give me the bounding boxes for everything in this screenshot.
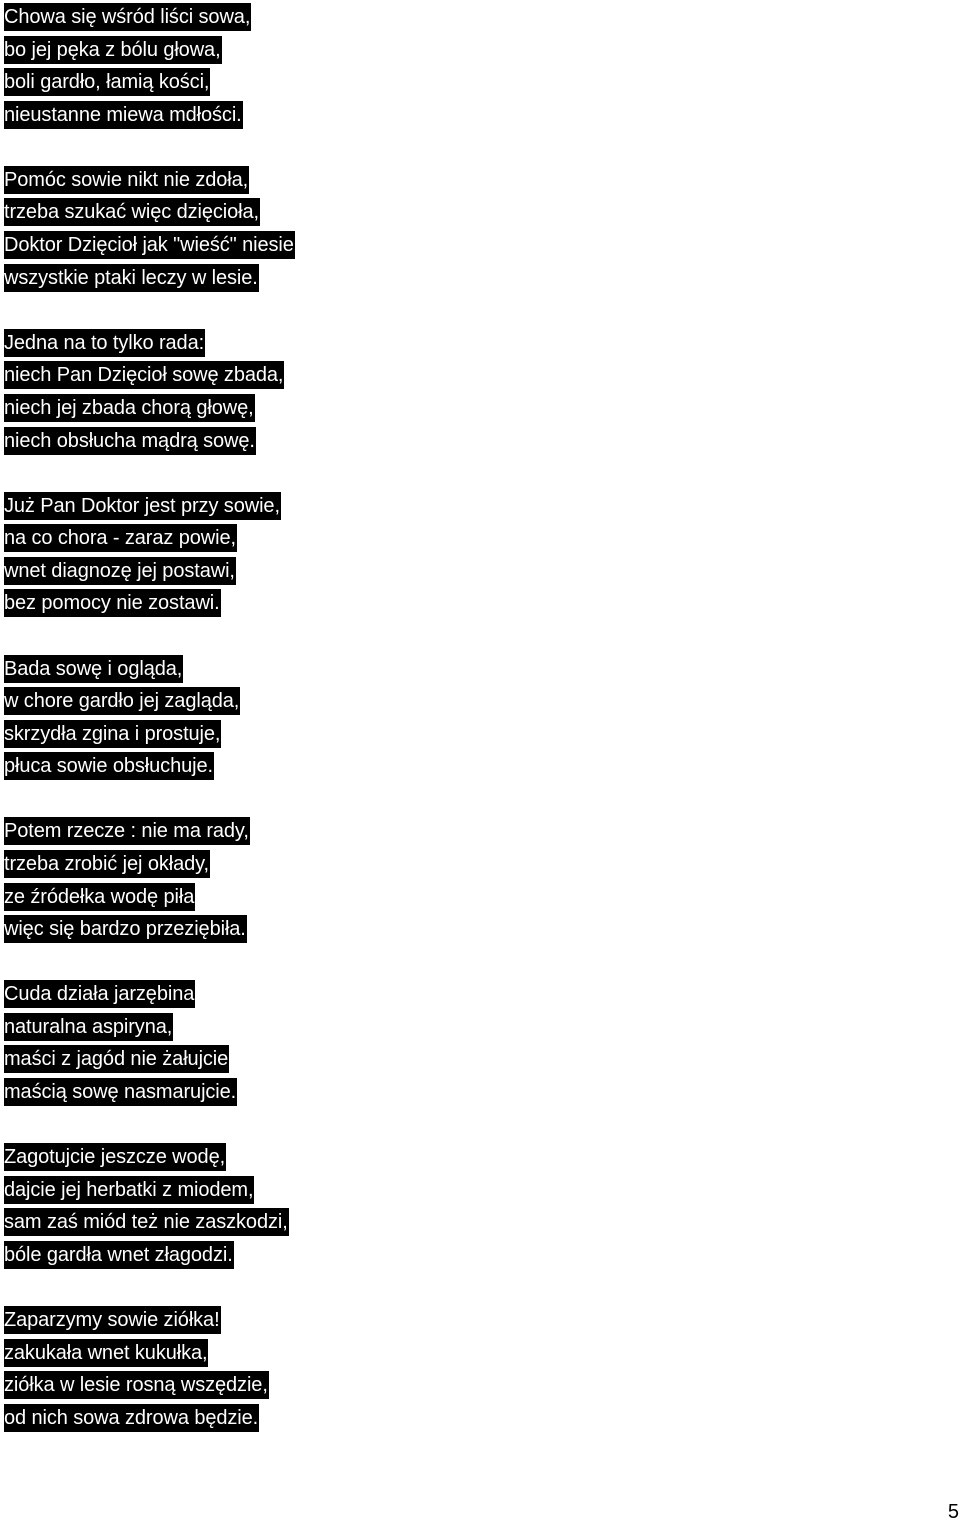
stanza	[4, 3, 904, 133]
poem-line-text: zakukała wnet kukułka,	[4, 1339, 208, 1367]
poem-line	[4, 68, 904, 101]
poem-line-text: Zaparzymy sowie ziółka!	[4, 1306, 221, 1334]
poem-line-text: trzeba zrobić jej okłady,	[4, 850, 210, 878]
poem-line	[4, 980, 904, 1013]
poem-line	[4, 655, 904, 688]
poem-line-text: Bada sowę i ogląda,	[4, 655, 183, 683]
poem-line	[4, 361, 904, 394]
stanza	[4, 817, 904, 947]
stanza	[4, 166, 904, 296]
poem-line-text: naturalna aspiryna,	[4, 1013, 173, 1041]
poem-line-text: bo jej pęka z bólu głowa,	[4, 36, 222, 64]
poem-line	[4, 1078, 904, 1111]
poem-line	[4, 1208, 904, 1241]
poem-line	[4, 3, 904, 36]
poem-line	[4, 1306, 904, 1339]
stanza	[4, 655, 904, 785]
poem-line-text: boli gardło, łamią kości,	[4, 68, 210, 96]
stanza	[4, 1143, 904, 1273]
poem-line	[4, 329, 904, 362]
poem-line-text: nieustanne miewa mdłości.	[4, 101, 243, 129]
poem-line	[4, 1045, 904, 1078]
poem-line	[4, 198, 904, 231]
poem	[4, 3, 904, 1469]
poem-line-text: maści z jagód nie żałujcie	[4, 1045, 229, 1073]
poem-line-text: niech Pan Dzięcioł sowę zbada,	[4, 361, 284, 389]
poem-line-text: skrzydła zgina i prostuje,	[4, 720, 221, 748]
poem-line	[4, 394, 904, 427]
poem-line-text: Potem rzecze : nie ma rady,	[4, 817, 250, 845]
poem-line	[4, 166, 904, 199]
poem-line-text: Jedna na to tylko rada:	[4, 329, 205, 357]
stanza	[4, 980, 904, 1110]
poem-line-text: dajcie jej herbatki z miodem,	[4, 1176, 254, 1204]
poem-line	[4, 1404, 904, 1437]
poem-line-text: płuca sowie obsłuchuje.	[4, 752, 214, 780]
poem-line-text: Chowa się wśród liści sowa,	[4, 3, 251, 31]
poem-line	[4, 1339, 904, 1372]
poem-line-text: bóle gardła wnet złagodzi.	[4, 1241, 234, 1269]
poem-line-text: ze źródełka wodę piła	[4, 883, 195, 911]
stanza	[4, 1306, 904, 1436]
poem-line-text: Cuda działa jarzębina	[4, 980, 195, 1008]
poem-line	[4, 264, 904, 297]
poem-line-text: trzeba szukać więc dzięcioła,	[4, 198, 260, 226]
page-number: 5	[947, 1501, 959, 1523]
poem-line	[4, 850, 904, 883]
poem-line	[4, 687, 904, 720]
poem-line	[4, 1371, 904, 1404]
poem-line-text: na co chora - zaraz powie,	[4, 524, 237, 552]
poem-line	[4, 883, 904, 916]
poem-line	[4, 1143, 904, 1176]
poem-line	[4, 492, 904, 525]
poem-line-text: bez pomocy nie zostawi.	[4, 589, 221, 617]
poem-line-text: od nich sowa zdrowa będzie.	[4, 1404, 259, 1432]
poem-line-text: więc się bardzo przeziębiła.	[4, 915, 247, 943]
poem-line	[4, 1241, 904, 1274]
poem-line	[4, 557, 904, 590]
poem-line-text: wszystkie ptaki leczy w lesie.	[4, 264, 259, 292]
poem-line-text: w chore gardło jej zagląda,	[4, 687, 240, 715]
poem-line	[4, 524, 904, 557]
poem-line-text: maścią sowę nasmarujcie.	[4, 1078, 237, 1106]
poem-line	[4, 752, 904, 785]
stanza	[4, 329, 904, 459]
poem-line	[4, 817, 904, 850]
poem-line	[4, 101, 904, 134]
poem-line	[4, 915, 904, 948]
poem-line	[4, 231, 904, 264]
poem-line	[4, 427, 904, 460]
poem-line	[4, 720, 904, 753]
stanza	[4, 492, 904, 622]
poem-line	[4, 589, 904, 622]
poem-line	[4, 1013, 904, 1046]
poem-line	[4, 36, 904, 69]
poem-line	[4, 1176, 904, 1209]
poem-line-text: ziółka w lesie rosną wszędzie,	[4, 1371, 269, 1399]
poem-line-text: Zagotujcie jeszcze wodę,	[4, 1143, 226, 1171]
poem-line-text: niech obsłucha mądrą sowę.	[4, 427, 256, 455]
poem-line-text: Już Pan Doktor jest przy sowie,	[4, 492, 281, 520]
poem-line-text: niech jej zbada chorą głowę,	[4, 394, 255, 422]
poem-line-text: sam zaś miód też nie zaszkodzi,	[4, 1208, 289, 1236]
poem-line-text: wnet diagnozę jej postawi,	[4, 557, 236, 585]
poem-line-text: Doktor Dzięcioł jak "wieść" niesie	[4, 231, 295, 259]
poem-line-text: Pomóc sowie nikt nie zdoła,	[4, 166, 249, 194]
